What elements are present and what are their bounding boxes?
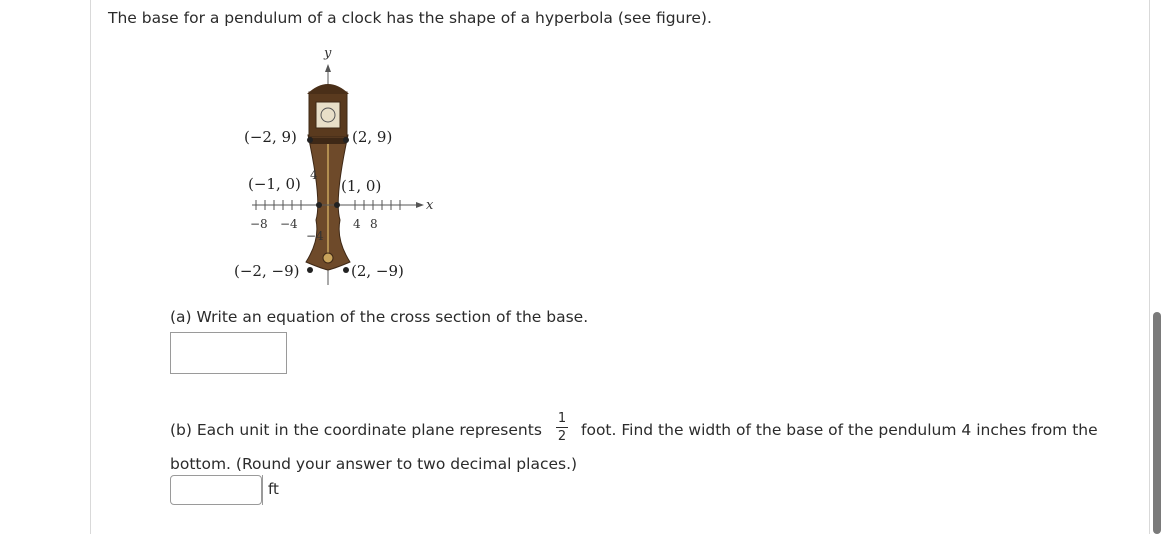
bottom-right-point — [343, 267, 349, 273]
top-right-point — [343, 137, 349, 143]
pendulum-figure — [230, 40, 450, 295]
answer-a-input[interactable] — [170, 332, 287, 374]
y-tick-4: 4 — [310, 168, 318, 182]
label-top-right: (2, 9) — [352, 128, 393, 146]
question-intro: The base for a pendulum of a clock has the shape of a hyperbola (see figure). — [108, 9, 712, 27]
label-vertex-right: (1, 0) — [341, 177, 382, 195]
fraction-denominator: 2 — [557, 429, 567, 444]
panel-left-border — [90, 0, 91, 534]
bottom-left-point — [307, 267, 313, 273]
vertex-right-point — [334, 202, 340, 208]
clock-crown — [307, 84, 349, 94]
scrollbar-thumb[interactable] — [1153, 312, 1161, 534]
part-b-prompt-start: (b) Each unit in the coordinate plane represents — [170, 421, 542, 439]
y-axis-arrow — [325, 64, 331, 72]
part-a-prompt: (a) Write an equation of the cross section of the base. — [170, 308, 589, 326]
label-bottom-left: (−2, −9) — [234, 262, 300, 280]
y-tick-neg4: −4 — [306, 229, 324, 243]
x-tick-8: 8 — [370, 217, 378, 231]
vertex-left-point — [316, 202, 322, 208]
answer-b-input[interactable] — [170, 475, 262, 505]
panel-right-border — [1149, 0, 1150, 534]
pendulum-bob — [323, 253, 333, 263]
x-axis-label: x — [426, 198, 434, 213]
x-tick-neg4: −4 — [280, 217, 298, 231]
fraction-one-half — [556, 411, 568, 444]
clock-face — [316, 102, 340, 128]
part-b-prompt-line2: bottom. (Round your answer to two decimal places.) — [170, 455, 578, 473]
y-axis-label: y — [324, 46, 332, 61]
x-tick-4: 4 — [353, 217, 361, 231]
x-axis-arrow — [416, 202, 424, 208]
clock-trim — [310, 138, 346, 144]
part-b-prompt-end: foot. Find the width of the base of the pendulum 4 inches from the — [581, 421, 1098, 439]
label-vertex-left: (−1, 0) — [248, 175, 301, 193]
label-bottom-right: (2, −9) — [351, 262, 404, 280]
answer-b-unit: ft — [262, 475, 279, 505]
fraction-bar — [556, 427, 568, 428]
top-left-point — [307, 137, 313, 143]
x-tick-neg8: −8 — [250, 217, 268, 231]
label-top-left: (−2, 9) — [244, 128, 297, 146]
fraction-numerator: 1 — [557, 411, 567, 426]
